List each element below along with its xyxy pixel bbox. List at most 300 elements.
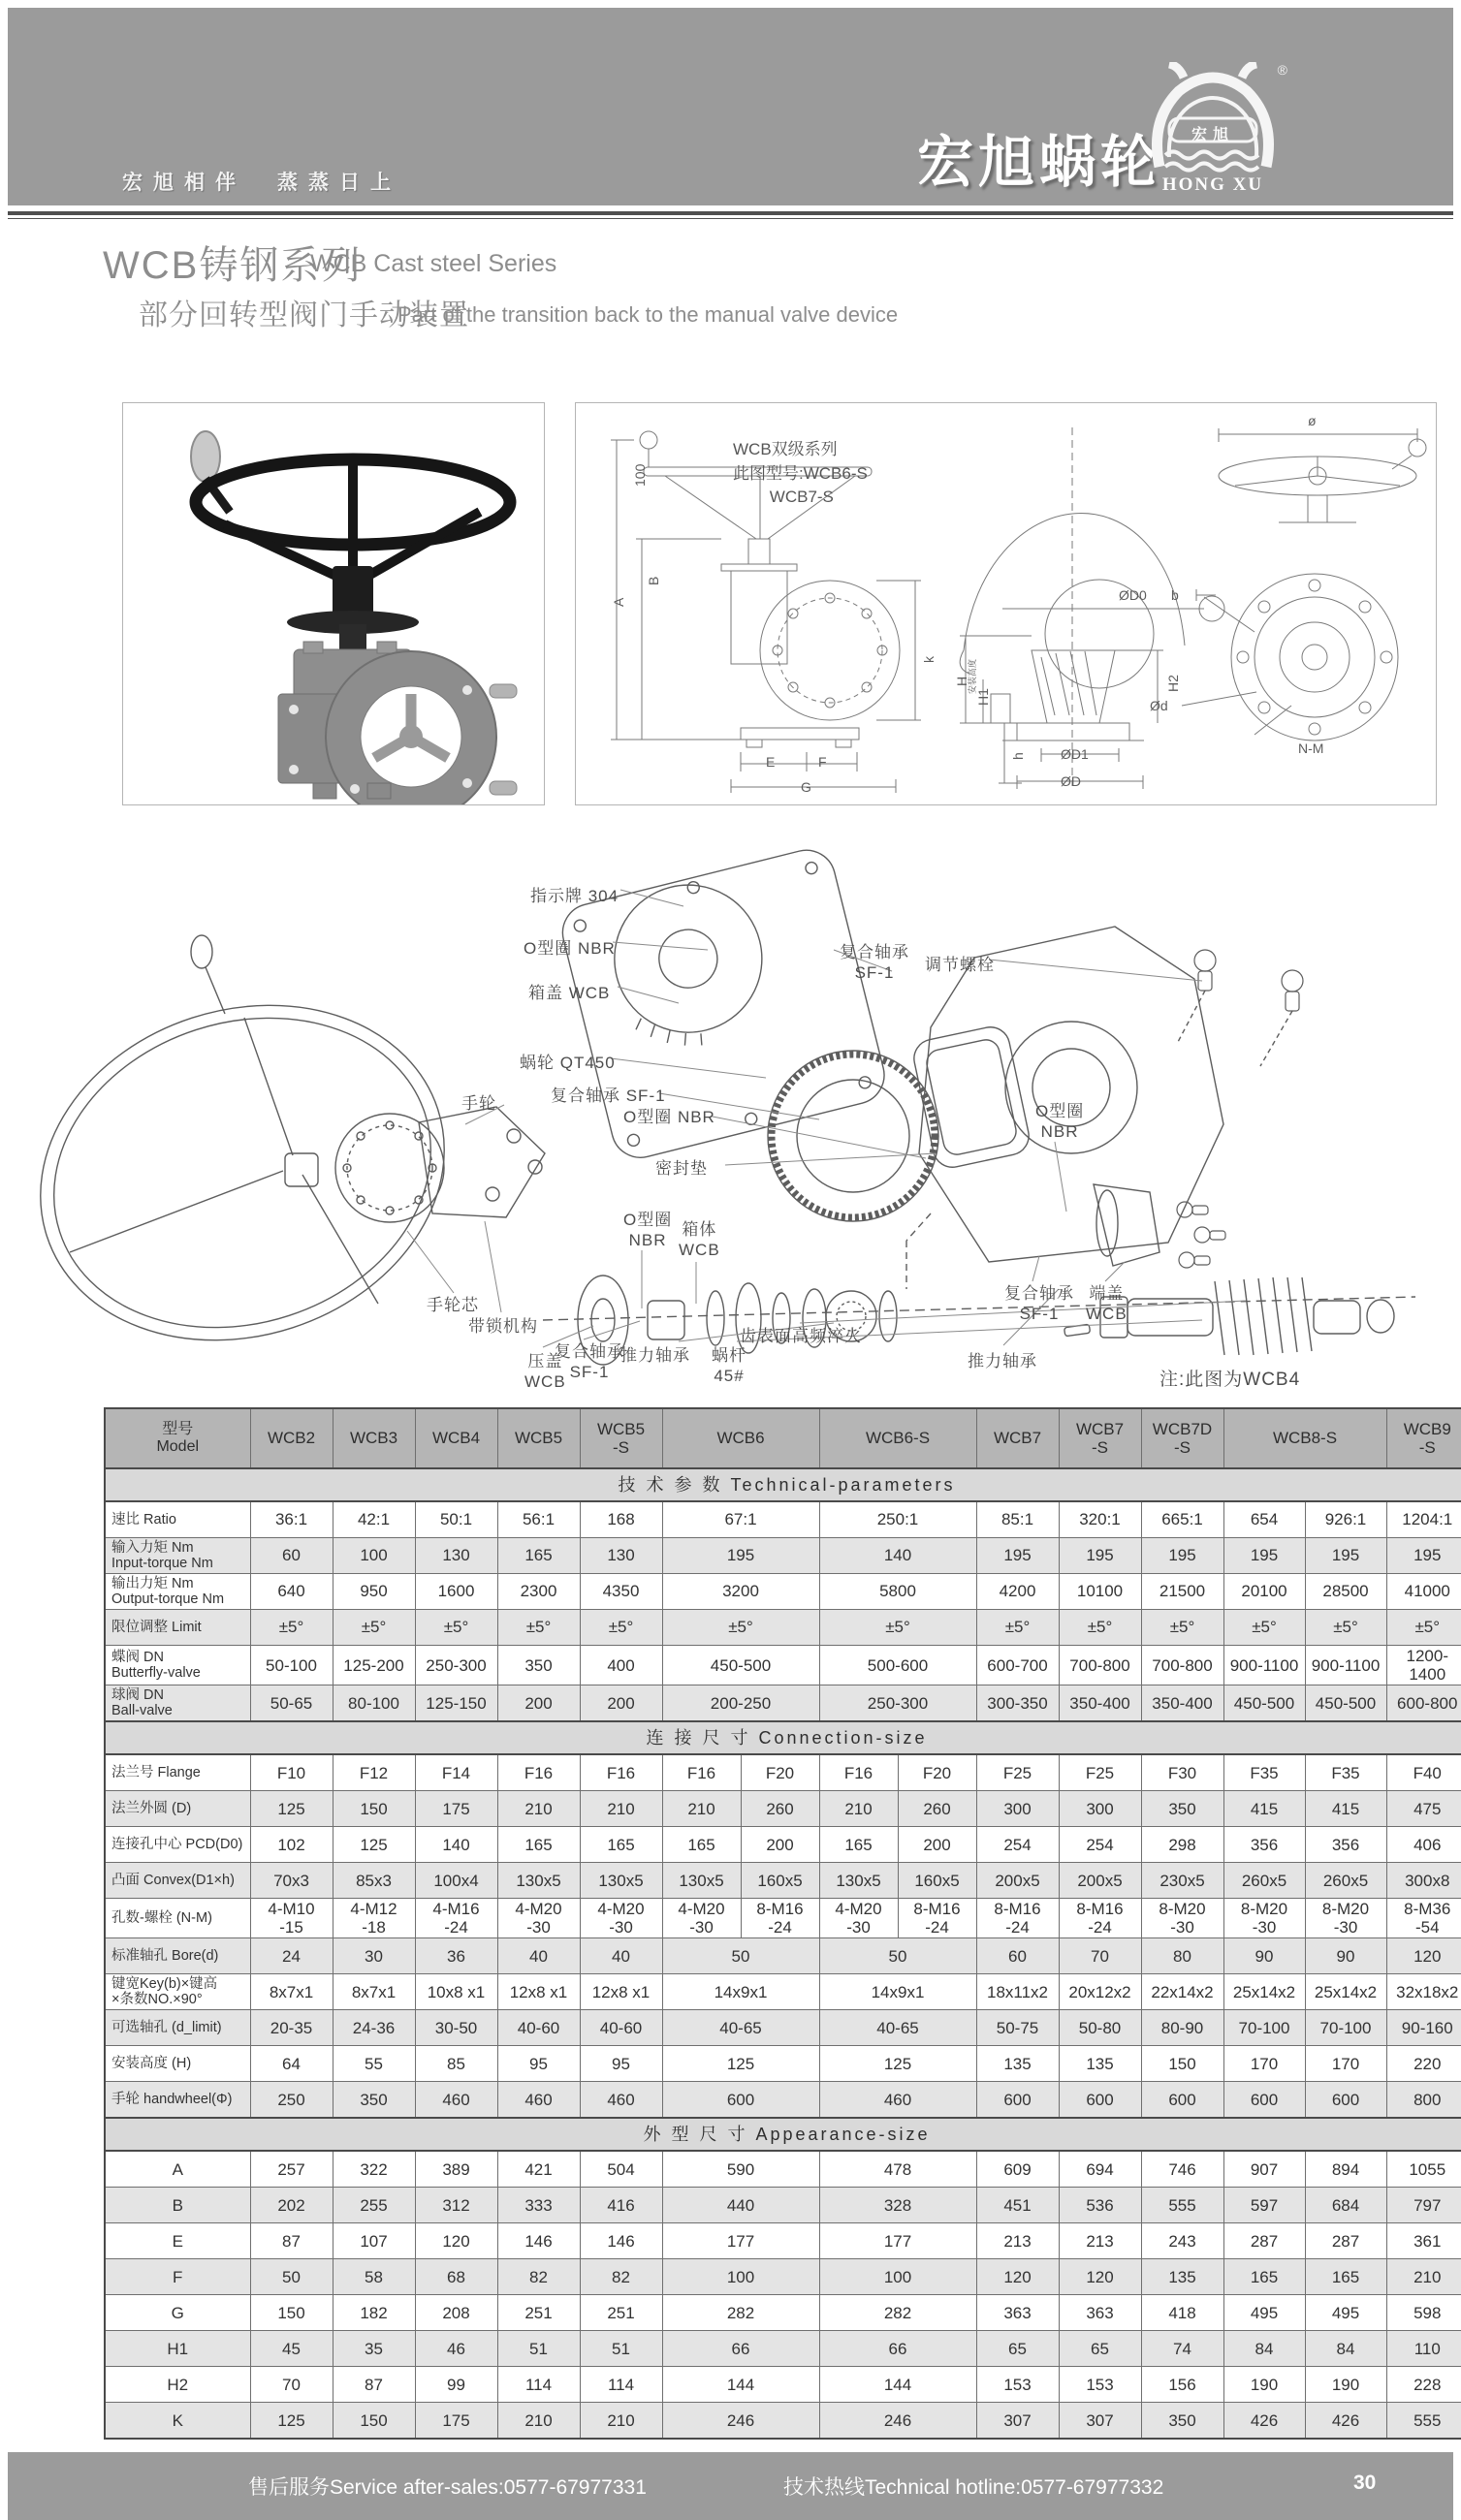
- spec-cell: 600-700: [976, 1646, 1059, 1685]
- spec-cell: F16: [819, 1754, 898, 1791]
- spec-cell: 312: [415, 2188, 497, 2223]
- spec-cell: 114: [580, 2367, 662, 2403]
- model-col-WCB7D-S: WCB7D -S: [1141, 1408, 1223, 1468]
- spec-cell: 246: [819, 2403, 976, 2440]
- model-header: 型号 Model: [105, 1408, 250, 1468]
- spec-cell: 170: [1305, 2046, 1386, 2082]
- spec-cell: 700-800: [1059, 1646, 1141, 1685]
- spec-cell: 40-60: [497, 2010, 580, 2046]
- spec-cell: 30-50: [415, 2010, 497, 2046]
- spec-cell: 350: [1141, 1791, 1223, 1827]
- spec-cell: 18x11x2: [976, 1974, 1059, 2010]
- spec-cell: 68: [415, 2259, 497, 2295]
- spec-cell: 4-M20 -30: [662, 1899, 741, 1938]
- spec-cell: 85:1: [976, 1501, 1059, 1538]
- spec-cell: 210: [662, 1791, 741, 1827]
- spec-cell: 125: [250, 2403, 333, 2440]
- spec-cell: 67:1: [662, 1501, 819, 1538]
- spec-cell: 24: [250, 1938, 333, 1974]
- spec-cell: 80-100: [333, 1685, 415, 1722]
- spec-cell: 4-M16 -24: [415, 1899, 497, 1938]
- spec-cell: 160x5: [898, 1863, 976, 1899]
- spec-cell: 200x5: [976, 1863, 1059, 1899]
- spec-cell: 56:1: [497, 1501, 580, 1538]
- dimension-label: N-M: [1298, 740, 1324, 756]
- spec-cell: 597: [1223, 2188, 1305, 2223]
- spec-cell: 8-M16 -24: [898, 1899, 976, 1938]
- spec-cell: 144: [662, 2367, 819, 2403]
- spec-cell: 35: [333, 2331, 415, 2367]
- spec-cell: 87: [250, 2223, 333, 2259]
- spec-cell: 684: [1305, 2188, 1386, 2223]
- spec-cell: 195: [1386, 1538, 1461, 1574]
- spec-cell: 130: [415, 1538, 497, 1574]
- spec-cell: 254: [976, 1827, 1059, 1863]
- spec-cell: 426: [1305, 2403, 1386, 2440]
- model-col-WCB3: WCB3: [333, 1408, 415, 1468]
- model-col-WCB8-S: WCB8-S: [1223, 1408, 1386, 1468]
- dimension-label: 100: [632, 463, 648, 487]
- spec-cell: 665:1: [1141, 1501, 1223, 1538]
- dimension-label: F: [818, 754, 827, 770]
- spec-cell: 100: [819, 2259, 976, 2295]
- spec-cell: 160x5: [741, 1863, 819, 1899]
- exploded-label: O型圈 NBR: [623, 1211, 673, 1250]
- spec-cell: 350-400: [1059, 1685, 1141, 1722]
- spec-cell: 415: [1223, 1791, 1305, 1827]
- spec-cell: 102: [250, 1827, 333, 1863]
- page-subtitle-en: Part of the transition back to the manual valve device: [397, 302, 899, 327]
- spec-cell: 389: [415, 2151, 497, 2188]
- spec-cell: 900-1100: [1305, 1646, 1386, 1685]
- spec-cell: 415: [1305, 1791, 1386, 1827]
- spec-cell: 70: [250, 2367, 333, 2403]
- spec-cell: 300-350: [976, 1685, 1059, 1722]
- spec-cell: 135: [1141, 2259, 1223, 2295]
- dimension-label: ØD: [1061, 773, 1081, 789]
- spec-cell: 418: [1141, 2295, 1223, 2331]
- spec-cell: 260: [898, 1791, 976, 1827]
- spec-cell: F16: [662, 1754, 741, 1791]
- spec-cell: 66: [819, 2331, 976, 2367]
- exploded-label: 端盖 WCB: [1086, 1284, 1128, 1324]
- spec-cell: 50-80: [1059, 2010, 1141, 2046]
- spec-cell: F25: [1059, 1754, 1141, 1791]
- spec-cell: 65: [1059, 2331, 1141, 2367]
- spec-cell: 66: [662, 2331, 819, 2367]
- spec-cell: ±5°: [1386, 1610, 1461, 1646]
- spec-cell: 22x14x2: [1141, 1974, 1223, 2010]
- spec-cell: 210: [819, 1791, 898, 1827]
- spec-cell: 146: [580, 2223, 662, 2259]
- spec-cell: 797: [1386, 2188, 1461, 2223]
- model-col-WCB2: WCB2: [250, 1408, 333, 1468]
- spec-cell: 255: [333, 2188, 415, 2223]
- exploded-label: 指示牌 304: [530, 887, 619, 905]
- spec-cell: 356: [1223, 1827, 1305, 1863]
- exploded-label: O型圈 NBR: [524, 939, 616, 958]
- spec-cell: ±5°: [819, 1610, 976, 1646]
- spec-cell: F25: [976, 1754, 1059, 1791]
- spec-cell: 70-100: [1223, 2010, 1305, 2046]
- spec-cell: 150: [250, 2295, 333, 2331]
- spec-cell: 85x3: [333, 1863, 415, 1899]
- spec-cell: F40: [1386, 1754, 1461, 1791]
- spec-cell: 130x5: [497, 1863, 580, 1899]
- row-label: 可选轴孔 (d_limit): [105, 2010, 250, 2046]
- spec-cell: 14x9x1: [662, 1974, 819, 2010]
- logo-inner-text: 宏旭: [1191, 127, 1234, 143]
- spec-cell: 322: [333, 2151, 415, 2188]
- spec-cell: 135: [976, 2046, 1059, 2082]
- exploded-label: 手轮芯: [427, 1296, 479, 1314]
- exploded-label: 齿表面高频淬火: [740, 1327, 862, 1345]
- spec-cell: 165: [662, 1827, 741, 1863]
- spec-cell: 907: [1223, 2151, 1305, 2188]
- spec-cell: 90-160: [1386, 2010, 1461, 2046]
- row-label: H2: [105, 2367, 250, 2403]
- spec-table: [104, 1407, 1461, 2440]
- spec-cell: 46: [415, 2331, 497, 2367]
- dimension-label: ØD1: [1061, 746, 1089, 762]
- spec-cell: 460: [819, 2082, 976, 2119]
- spec-cell: 20x12x2: [1059, 1974, 1141, 2010]
- spec-cell: 165: [819, 1827, 898, 1863]
- spec-cell: ±5°: [1141, 1610, 1223, 1646]
- exploded-label: 复合轴承 SF-1: [840, 943, 909, 983]
- spec-cell: 307: [1059, 2403, 1141, 2440]
- spec-cell: F35: [1223, 1754, 1305, 1791]
- dimension-label: H1: [975, 688, 991, 706]
- spec-cell: 195: [1223, 1538, 1305, 1574]
- spec-cell: 165: [497, 1827, 580, 1863]
- spec-cell: 40-60: [580, 2010, 662, 2046]
- spec-cell: 120: [976, 2259, 1059, 2295]
- spec-cell: ±5°: [497, 1610, 580, 1646]
- spec-cell: 363: [1059, 2295, 1141, 2331]
- spec-cell: 495: [1305, 2295, 1386, 2331]
- spec-cell: 450-500: [1223, 1685, 1305, 1722]
- spec-cell: 654: [1223, 1501, 1305, 1538]
- spec-cell: 51: [580, 2331, 662, 2367]
- technical-hotline-phone: 技术热线Technical hotline:0577-67977332: [783, 2476, 1164, 2499]
- page-subtitle-cn: 部分回转型阀门手动装置: [139, 299, 469, 331]
- spec-cell: 146: [497, 2223, 580, 2259]
- spec-cell: F30: [1141, 1754, 1223, 1791]
- spec-cell: 609: [976, 2151, 1059, 2188]
- model-col-WCB7-S: WCB7 -S: [1059, 1408, 1141, 1468]
- spec-cell: 894: [1305, 2151, 1386, 2188]
- exploded-label: 箱体 WCB: [679, 1220, 720, 1260]
- spec-cell: 210: [580, 2403, 662, 2440]
- spec-cell: 210: [497, 2403, 580, 2440]
- spec-cell: 600: [1141, 2082, 1223, 2119]
- page-title-en: WCB Cast steel Series: [310, 250, 557, 277]
- spec-cell: 195: [1141, 1538, 1223, 1574]
- spec-cell: 85: [415, 2046, 497, 2082]
- spec-cell: 536: [1059, 2188, 1141, 2223]
- spec-cell: 8x7x1: [333, 1974, 415, 2010]
- header-band: [8, 8, 1453, 205]
- row-label: 限位调整 Limit: [105, 1610, 250, 1646]
- spec-cell: 504: [580, 2151, 662, 2188]
- dimension-label: Ød: [1150, 698, 1168, 713]
- spec-cell: 298: [1141, 1827, 1223, 1863]
- spec-cell: 250: [250, 2082, 333, 2119]
- spec-cell: 451: [976, 2188, 1059, 2223]
- spec-cell: 4-M20 -30: [819, 1899, 898, 1938]
- spec-cell: 2300: [497, 1574, 580, 1610]
- spec-cell: F20: [898, 1754, 976, 1791]
- spec-cell: 21500: [1141, 1574, 1223, 1610]
- spec-cell: 165: [580, 1827, 662, 1863]
- dimension-label: 安装高度: [968, 658, 977, 694]
- spec-cell: 175: [415, 2403, 497, 2440]
- exploded-label: 推力轴承: [620, 1346, 690, 1365]
- section-header: 外 型 尺 寸 Appearance-size: [105, 2118, 1461, 2151]
- product-photo: [123, 403, 544, 804]
- spec-cell: 125-150: [415, 1685, 497, 1722]
- spec-cell: ±5°: [333, 1610, 415, 1646]
- exploded-label: 压盖 WCB: [524, 1352, 566, 1392]
- spec-cell: 50-100: [250, 1646, 333, 1685]
- spec-cell: 195: [976, 1538, 1059, 1574]
- spec-cell: 1600: [415, 1574, 497, 1610]
- spec-cell: 50: [819, 1938, 976, 1974]
- exploded-label: O型圈 NBR: [623, 1108, 715, 1126]
- spec-cell: 165: [1305, 2259, 1386, 2295]
- spec-cell: 254: [1059, 1827, 1141, 1863]
- spec-cell: 45: [250, 2331, 333, 2367]
- model-col-WCB7: WCB7: [976, 1408, 1059, 1468]
- spec-cell: 1204:1: [1386, 1501, 1461, 1538]
- drawing-model-note: WCB双级系列 此图型号:WCB6-S WCB7-S: [733, 440, 868, 507]
- spec-cell: 60: [250, 1538, 333, 1574]
- spec-cell: 130: [580, 1538, 662, 1574]
- spec-cell: 64: [250, 2046, 333, 2082]
- row-label: 孔数-螺栓 (N-M): [105, 1899, 250, 1938]
- spec-cell: 12x8 x1: [497, 1974, 580, 2010]
- model-col-WCB6-S: WCB6-S: [819, 1408, 976, 1468]
- spec-cell: 600: [1305, 2082, 1386, 2119]
- spec-cell: 114: [497, 2367, 580, 2403]
- spec-cell: 125: [662, 2046, 819, 2082]
- dimension-label: H2: [1165, 675, 1181, 692]
- footer-band: [8, 2452, 1453, 2520]
- row-label: F: [105, 2259, 250, 2295]
- spec-cell: 228: [1386, 2367, 1461, 2403]
- spec-cell: 100: [333, 1538, 415, 1574]
- row-label: 法兰外圆 (D): [105, 1791, 250, 1827]
- spec-cell: 74: [1141, 2331, 1223, 2367]
- exploded-label: O型圈 NBR: [1035, 1102, 1085, 1142]
- exploded-label: 复合轴承 SF-1: [1004, 1284, 1074, 1324]
- exploded-label: 蜗轮 QT450: [520, 1054, 616, 1072]
- spec-cell: 600: [1223, 2082, 1305, 2119]
- spec-cell: 8-M20 -30: [1223, 1899, 1305, 1938]
- spec-cell: 82: [497, 2259, 580, 2295]
- spec-cell: 87: [333, 2367, 415, 2403]
- technical-drawing-panel: [575, 402, 1437, 805]
- row-label: 速比 Ratio: [105, 1501, 250, 1538]
- row-label: 键宽Key(b)×键高 ×条数NO.×90°: [105, 1974, 250, 2010]
- spec-cell: 200: [898, 1827, 976, 1863]
- spec-cell: ±5°: [580, 1610, 662, 1646]
- spec-cell: ±5°: [250, 1610, 333, 1646]
- row-label: 标准轴孔 Bore(d): [105, 1938, 250, 1974]
- dimension-label: B: [646, 576, 661, 585]
- spec-cell: 195: [1305, 1538, 1386, 1574]
- spec-cell: 8x7x1: [250, 1974, 333, 2010]
- spec-cell: 598: [1386, 2295, 1461, 2331]
- spec-cell: 165: [1223, 2259, 1305, 2295]
- spec-cell: 287: [1223, 2223, 1305, 2259]
- spec-cell: 328: [819, 2188, 976, 2223]
- row-label: 输出力矩 Nm Output-torque Nm: [105, 1574, 250, 1610]
- spec-cell: 65: [976, 2331, 1059, 2367]
- spec-cell: 250:1: [819, 1501, 976, 1538]
- spec-cell: F16: [580, 1754, 662, 1791]
- spec-cell: 41000: [1386, 1574, 1461, 1610]
- spec-cell: 165: [497, 1538, 580, 1574]
- spec-cell: 555: [1386, 2403, 1461, 2440]
- spec-cell: 478: [819, 2151, 976, 2188]
- spec-cell: 200x5: [1059, 1863, 1141, 1899]
- spec-cell: 36: [415, 1938, 497, 1974]
- spec-cell: 40: [580, 1938, 662, 1974]
- spec-cell: 140: [415, 1827, 497, 1863]
- spec-cell: 50-75: [976, 2010, 1059, 2046]
- header-divider: [8, 211, 1453, 219]
- spec-cell: 30: [333, 1938, 415, 1974]
- spec-cell: 1055: [1386, 2151, 1461, 2188]
- row-label: E: [105, 2223, 250, 2259]
- row-label: A: [105, 2151, 250, 2188]
- spec-cell: F35: [1305, 1754, 1386, 1791]
- spec-cell: 140: [819, 1538, 976, 1574]
- spec-cell: 694: [1059, 2151, 1141, 2188]
- spec-cell: 600: [662, 2082, 819, 2119]
- exploded-label: 密封垫: [655, 1159, 708, 1178]
- spec-cell: 82: [580, 2259, 662, 2295]
- spec-cell: 70x3: [250, 1863, 333, 1899]
- spec-cell: 333: [497, 2188, 580, 2223]
- dimension-label: H: [954, 676, 969, 686]
- spec-cell: 600: [1059, 2082, 1141, 2119]
- spec-cell: 153: [976, 2367, 1059, 2403]
- section-header: 技 术 参 数 Technical-parameters: [105, 1468, 1461, 1501]
- spec-cell: 400: [580, 1646, 662, 1685]
- spec-cell: 700-800: [1141, 1646, 1223, 1685]
- spec-cell: 213: [1059, 2223, 1141, 2259]
- spec-cell: 590: [662, 2151, 819, 2188]
- spec-cell: 210: [1386, 2259, 1461, 2295]
- spec-cell: 4350: [580, 1574, 662, 1610]
- spec-cell: 100: [662, 2259, 819, 2295]
- section-header: 连 接 尺 寸 Connection-size: [105, 1721, 1461, 1754]
- spec-cell: 58: [333, 2259, 415, 2295]
- exploded-label: 手轮: [461, 1094, 496, 1113]
- spec-cell: F16: [497, 1754, 580, 1791]
- spec-cell: 190: [1223, 2367, 1305, 2403]
- spec-cell: 230x5: [1141, 1863, 1223, 1899]
- exploded-drawing: [0, 834, 1461, 1434]
- spec-cell: 84: [1223, 2331, 1305, 2367]
- spec-cell: 251: [497, 2295, 580, 2331]
- spec-cell: 251: [580, 2295, 662, 2331]
- row-label: 凸面 Convex(D1×h): [105, 1863, 250, 1899]
- row-label: G: [105, 2295, 250, 2331]
- spec-cell: 300: [976, 1791, 1059, 1827]
- spec-cell: 460: [415, 2082, 497, 2119]
- dimension-label: h: [1010, 752, 1026, 760]
- exploded-label: 箱盖 WCB: [528, 984, 611, 1002]
- spec-cell: 220: [1386, 2046, 1461, 2082]
- spec-cell: 300: [1059, 1791, 1141, 1827]
- spec-cell: 14x9x1: [819, 1974, 976, 2010]
- spec-cell: 4200: [976, 1574, 1059, 1610]
- spec-cell: 120: [1059, 2259, 1141, 2295]
- spec-cell: ±5°: [1305, 1610, 1386, 1646]
- dimension-label: b: [1171, 587, 1179, 603]
- spec-cell: 4-M20 -30: [497, 1899, 580, 1938]
- spec-cell: 80: [1141, 1938, 1223, 1974]
- row-label: 球阀 DN Ball-valve: [105, 1685, 250, 1722]
- row-label: 蝶阀 DN Butterfly-valve: [105, 1646, 250, 1685]
- exploded-label: 推力轴承: [968, 1352, 1037, 1370]
- dimension-label: A: [611, 597, 626, 607]
- spec-cell: ±5°: [1223, 1610, 1305, 1646]
- spec-cell: F20: [741, 1754, 819, 1791]
- model-col-WCB5: WCB5: [497, 1408, 580, 1468]
- spec-cell: 363: [976, 2295, 1059, 2331]
- spec-cell: 190: [1305, 2367, 1386, 2403]
- row-label: 安装高度 (H): [105, 2046, 250, 2082]
- spec-cell: 257: [250, 2151, 333, 2188]
- spec-cell: 50: [662, 1938, 819, 1974]
- spec-cell: 555: [1141, 2188, 1223, 2223]
- spec-cell: 100x4: [415, 1863, 497, 1899]
- spec-cell: 600: [976, 2082, 1059, 2119]
- spec-cell: 4-M12 -18: [333, 1899, 415, 1938]
- spec-cell: 1200-1400: [1386, 1646, 1461, 1685]
- spec-cell: 28500: [1305, 1574, 1386, 1610]
- spec-cell: 4-M20 -30: [580, 1899, 662, 1938]
- spec-cell: 130x5: [580, 1863, 662, 1899]
- spec-cell: 55: [333, 2046, 415, 2082]
- spec-cell: 460: [580, 2082, 662, 2119]
- spec-cell: 250-300: [415, 1646, 497, 1685]
- spec-cell: 130x5: [819, 1863, 898, 1899]
- spec-cell: 36:1: [250, 1501, 333, 1538]
- exploded-note: 注:此图为WCB4: [1159, 1370, 1301, 1390]
- spec-cell: 210: [580, 1791, 662, 1827]
- exploded-label: 带锁机构: [468, 1317, 538, 1336]
- spec-cell: ±5°: [1059, 1610, 1141, 1646]
- spec-cell: 150: [333, 2403, 415, 2440]
- spec-cell: F14: [415, 1754, 497, 1791]
- spec-cell: 350: [497, 1646, 580, 1685]
- spec-cell: 170: [1223, 2046, 1305, 2082]
- spec-cell: 10x8 x1: [415, 1974, 497, 2010]
- spec-cell: 8-M20 -30: [1141, 1899, 1223, 1938]
- spec-cell: 120: [1386, 1938, 1461, 1974]
- spec-cell: 70: [1059, 1938, 1141, 1974]
- spec-cell: 150: [333, 1791, 415, 1827]
- spec-cell: ±5°: [415, 1610, 497, 1646]
- spec-cell: 307: [976, 2403, 1059, 2440]
- spec-cell: 50: [250, 2259, 333, 2295]
